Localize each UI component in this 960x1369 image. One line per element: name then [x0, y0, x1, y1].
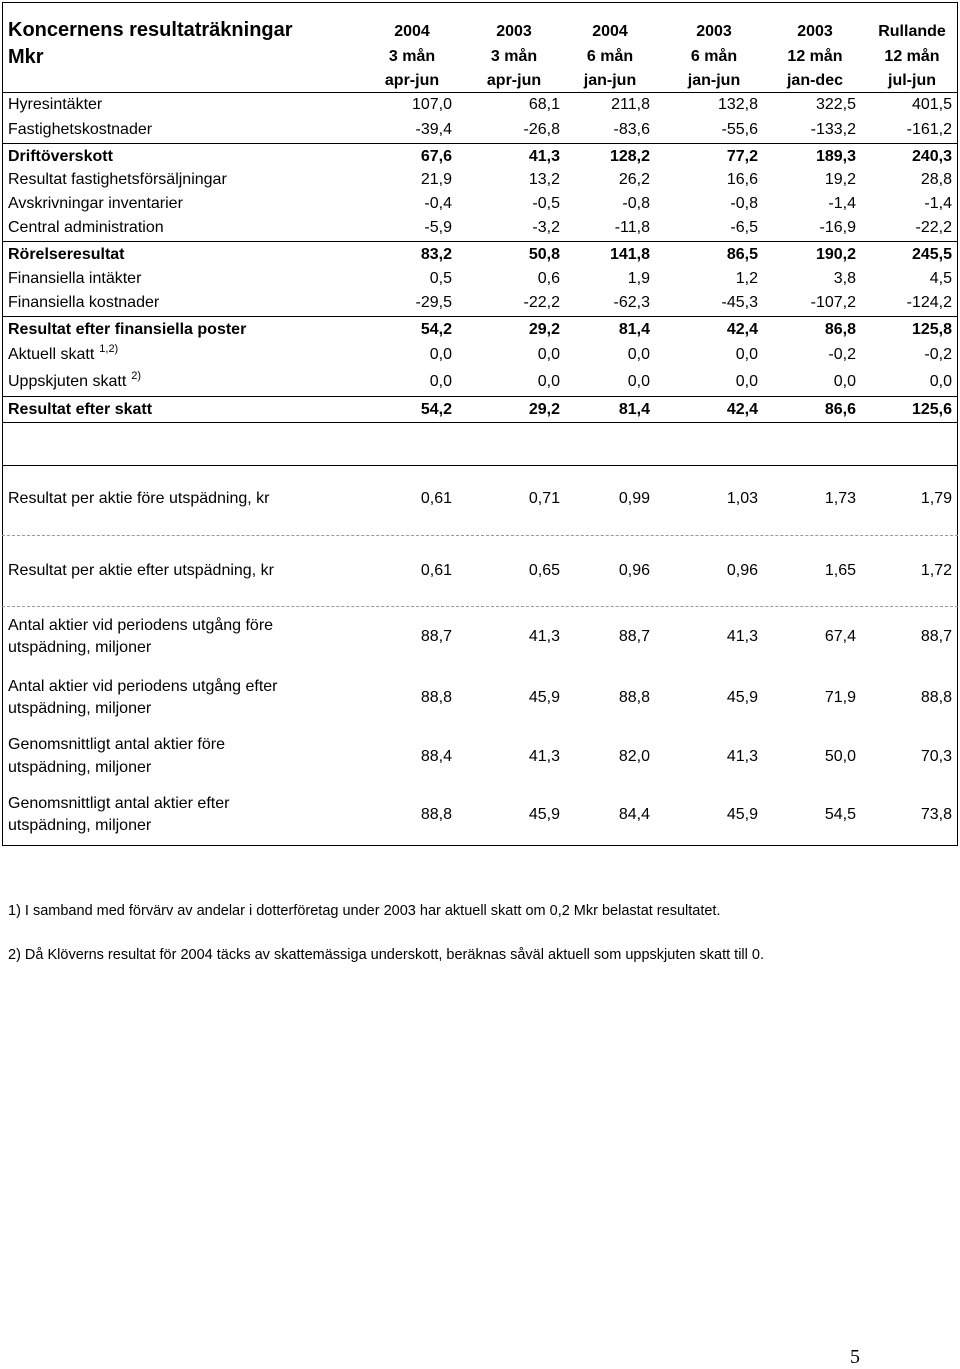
value-cell: -124,2 [906, 294, 952, 311]
value-cell: 13,2 [528, 171, 560, 188]
value-cell: 190,2 [815, 246, 856, 263]
value-cell: 50,0 [824, 748, 856, 765]
value-cell: 1,73 [824, 490, 856, 507]
value-cell: -55,6 [721, 121, 758, 138]
value-cell: -45,3 [721, 294, 758, 311]
value-cell: 84,4 [618, 806, 650, 823]
row-label [8, 217, 164, 239]
footnote-marker: 2) [131, 370, 142, 382]
value-cell: 19,2 [824, 171, 856, 188]
value-cell: -0,5 [532, 195, 560, 212]
row-label [8, 119, 152, 141]
column-header-period: 3 mån [490, 48, 538, 65]
value-cell: -83,6 [613, 121, 650, 138]
value-cell: 1,72 [920, 562, 952, 579]
row-label: utspädning, miljoner [8, 759, 152, 776]
row-label-text: Aktuell skatt [8, 346, 95, 363]
value-cell: 82,0 [618, 748, 650, 765]
row-label: utspädning, miljoner [8, 639, 152, 656]
value-cell: 107,0 [411, 96, 452, 113]
value-cell: 50,8 [528, 246, 560, 263]
value-cell: -22,2 [523, 294, 560, 311]
value-cell: 211,8 [611, 96, 650, 113]
value-cell: -0,4 [424, 195, 452, 212]
value-cell: 0,0 [627, 346, 650, 363]
value-cell: 141,8 [609, 246, 650, 263]
row-label: Resultat per aktie före utspädning, kr [8, 490, 270, 507]
value-cell: 86,6 [824, 401, 856, 418]
value-cell: -1,4 [828, 195, 856, 212]
divider-line [2, 92, 958, 93]
footnote-2: 2) Då Klöverns resultat för 2004 täcks av skattemässiga underskott, beräknas såväl aktuell som uppskjuten skatt till 0. [8, 947, 764, 963]
value-cell: 73,8 [920, 806, 952, 823]
value-cell: -1,4 [924, 195, 952, 212]
table-row [0, 399, 960, 421]
row-label-text: Driftöverskott [8, 148, 113, 165]
value-cell: 54,5 [824, 806, 856, 823]
value-cell: 71,9 [824, 689, 856, 706]
value-cell: 0,0 [627, 373, 650, 390]
value-cell: 77,2 [726, 148, 758, 165]
footnote-1: 1) I samband med förvärv av andelar i dotterföretag under 2003 har aktuell skatt om 0,2 Mkr belastat resultatet. [8, 903, 721, 919]
row-label [8, 169, 227, 191]
value-cell: -0,8 [730, 195, 758, 212]
value-cell: 1,79 [920, 490, 952, 507]
row-label [8, 268, 141, 290]
value-cell: 0,65 [528, 562, 560, 579]
value-cell: 41,3 [528, 628, 560, 645]
column-header-months: apr-jun [384, 72, 440, 89]
value-cell: -16,9 [819, 219, 856, 236]
value-cell: 21,9 [420, 171, 452, 188]
value-cell: 41,3 [528, 748, 560, 765]
value-cell: -26,8 [523, 121, 560, 138]
value-cell: -0,2 [828, 346, 856, 363]
value-cell: 86,8 [824, 321, 856, 338]
table-row [0, 146, 960, 168]
dashed-divider [2, 606, 958, 607]
value-cell: 4,5 [929, 270, 952, 287]
value-cell: -22,2 [915, 219, 952, 236]
value-cell: 0,0 [537, 373, 560, 390]
value-cell: 0,0 [537, 346, 560, 363]
row-label: Resultat per aktie efter utspädning, kr [8, 562, 274, 579]
column-header-months: jan-dec [786, 72, 843, 89]
table-row [0, 736, 960, 776]
value-cell: 88,8 [420, 806, 452, 823]
value-cell: 88,8 [920, 689, 952, 706]
value-cell: -39,4 [415, 121, 452, 138]
table-row [0, 217, 960, 239]
row-label [8, 244, 125, 266]
table-row [0, 678, 960, 717]
value-cell: 41,3 [726, 628, 758, 645]
value-cell: -62,3 [613, 294, 650, 311]
value-cell: 54,2 [420, 321, 452, 338]
row-label-text: Finansiella intäkter [8, 270, 142, 287]
table-row [0, 169, 960, 191]
value-cell: 41,3 [726, 748, 758, 765]
value-cell: -133,2 [810, 121, 856, 138]
column-header-period: 12 mån [787, 48, 843, 65]
value-cell: 42,4 [726, 401, 758, 418]
divider-line [2, 241, 958, 242]
row-label: Antal aktier vid periodens utgång efter [8, 678, 278, 695]
row-label-text: Uppskjuten skatt [8, 373, 127, 390]
value-cell: 125,8 [911, 321, 952, 338]
value-cell: 322,5 [815, 96, 856, 113]
row-label-text: Rörelseresultat [8, 246, 125, 263]
value-cell: 29,2 [528, 401, 560, 418]
divider-line [2, 316, 958, 317]
value-cell: 83,2 [420, 246, 452, 263]
row-label-text: Resultat efter skatt [8, 401, 153, 418]
divider-line [2, 422, 958, 423]
column-header-year: 2003 [696, 23, 732, 40]
column-header-period: 6 mån [690, 48, 738, 65]
value-cell: 28,8 [920, 171, 952, 188]
value-cell: 0,61 [420, 490, 452, 507]
value-cell: 88,8 [420, 689, 452, 706]
row-label: utspädning, miljoner [8, 817, 152, 834]
table-row [0, 371, 960, 393]
divider-line [2, 465, 958, 466]
table-row [0, 560, 960, 582]
row-label-text: Resultat efter finansiella poster [8, 321, 247, 338]
column-header-months: jul-jun [888, 72, 936, 89]
value-cell: 401,5 [911, 96, 952, 113]
column-header-year: 2004 [592, 23, 628, 40]
value-cell: 41,3 [528, 148, 560, 165]
column-header-months: jan-jun [583, 72, 637, 89]
row-label [8, 399, 152, 421]
column-header-period: 6 mån [586, 48, 634, 65]
row-label-text: Avskrivningar inventarier [8, 195, 183, 212]
column-header-year: 2003 [496, 23, 532, 40]
value-cell: 245,5 [911, 246, 952, 263]
table-row [0, 795, 960, 834]
value-cell: 0,0 [429, 346, 452, 363]
page-number: 5 [850, 1346, 860, 1368]
row-label: utspädning, miljoner [8, 700, 152, 717]
value-cell: 0,71 [528, 490, 560, 507]
value-cell: 0,61 [420, 562, 452, 579]
value-cell: -11,8 [614, 219, 650, 236]
unit-label: Mkr [8, 46, 44, 68]
value-cell: 1,2 [735, 270, 758, 287]
table-row [0, 244, 960, 266]
table-row [0, 193, 960, 215]
value-cell: 0,5 [429, 270, 452, 287]
value-cell: 42,4 [726, 321, 758, 338]
value-cell: 132,8 [717, 96, 758, 113]
value-cell: 0,0 [929, 373, 952, 390]
row-label: Genomsnittligt antal aktier efter [8, 795, 230, 812]
value-cell: 29,2 [528, 321, 560, 338]
row-label-text: Finansiella kostnader [8, 294, 160, 311]
divider-line [2, 143, 958, 144]
value-cell: 68,1 [528, 96, 560, 113]
value-cell: 240,3 [911, 148, 952, 165]
column-header-year: Rullande [878, 23, 946, 40]
value-cell: 88,7 [618, 628, 650, 645]
row-label [8, 371, 141, 393]
value-cell: -3,2 [532, 219, 560, 236]
value-cell: 125,6 [911, 401, 952, 418]
table-row [0, 319, 960, 341]
value-cell: -0,2 [924, 346, 952, 363]
value-cell: 88,7 [420, 628, 452, 645]
value-cell: 0,96 [618, 562, 650, 579]
value-cell: 3,8 [833, 270, 856, 287]
footnote-marker: 1,2) [99, 343, 119, 355]
value-cell: 0,99 [618, 490, 650, 507]
value-cell: 0,96 [726, 562, 758, 579]
table-row [0, 617, 960, 656]
dashed-divider [2, 535, 958, 536]
value-cell: 54,2 [420, 401, 452, 418]
divider-line [2, 2, 958, 3]
row-label: Genomsnittligt antal aktier före [8, 736, 225, 753]
row-label [8, 292, 159, 314]
value-cell: 1,65 [824, 562, 856, 579]
table-row [0, 119, 960, 141]
value-cell: 45,9 [726, 806, 758, 823]
value-cell: 70,3 [920, 748, 952, 765]
table-title: Koncernens resultaträkningar [8, 19, 293, 41]
row-label-text: Central administration [8, 219, 164, 236]
value-cell: 88,8 [618, 689, 650, 706]
row-label [8, 344, 118, 366]
row-label [8, 94, 102, 116]
value-cell: 67,4 [824, 628, 856, 645]
row-label-text: Fastighetskostnader [8, 121, 153, 138]
value-cell: 189,3 [815, 148, 856, 165]
table-row [0, 268, 960, 290]
table-row [0, 344, 960, 366]
value-cell: -6,5 [730, 219, 758, 236]
column-header-year: 2004 [394, 23, 430, 40]
value-cell: -0,8 [622, 195, 650, 212]
table-row [0, 488, 960, 510]
value-cell: 45,9 [528, 689, 560, 706]
column-header-period: 12 mån [884, 48, 940, 65]
value-cell: 16,6 [726, 171, 758, 188]
value-cell: 67,6 [420, 148, 452, 165]
column-header-year: 2003 [797, 23, 833, 40]
value-cell: 1,03 [726, 490, 758, 507]
column-header-months: jan-jun [687, 72, 741, 89]
value-cell: 45,9 [726, 689, 758, 706]
table-row [0, 94, 960, 116]
value-cell: 0,0 [735, 373, 758, 390]
row-label [8, 193, 183, 215]
value-cell: 88,7 [920, 628, 952, 645]
value-cell: 1,9 [627, 270, 650, 287]
row-label [8, 319, 246, 341]
row-label: Antal aktier vid periodens utgång före [8, 617, 274, 634]
divider-line [2, 845, 958, 846]
value-cell: 81,4 [618, 321, 650, 338]
value-cell: 26,2 [618, 171, 650, 188]
value-cell: 45,9 [528, 806, 560, 823]
value-cell: 0,0 [429, 373, 452, 390]
value-cell: 81,4 [618, 401, 650, 418]
value-cell: -29,5 [415, 294, 452, 311]
divider-line [2, 396, 958, 397]
value-cell: 0,0 [833, 373, 856, 390]
table-row [0, 292, 960, 314]
value-cell: 0,0 [735, 346, 758, 363]
value-cell: -107,2 [810, 294, 856, 311]
value-cell: -5,9 [424, 219, 452, 236]
value-cell: 128,2 [609, 148, 650, 165]
row-label-text: Hyresintäkter [8, 96, 103, 113]
value-cell: 86,5 [726, 246, 758, 263]
value-cell: 88,4 [420, 748, 452, 765]
value-cell: 0,6 [537, 270, 560, 287]
value-cell: -161,2 [906, 121, 952, 138]
row-label-text: Resultat fastighetsförsäljningar [8, 171, 227, 188]
column-header-months: apr-jun [486, 72, 542, 89]
row-label [8, 146, 113, 168]
column-header-period: 3 mån [388, 48, 436, 65]
